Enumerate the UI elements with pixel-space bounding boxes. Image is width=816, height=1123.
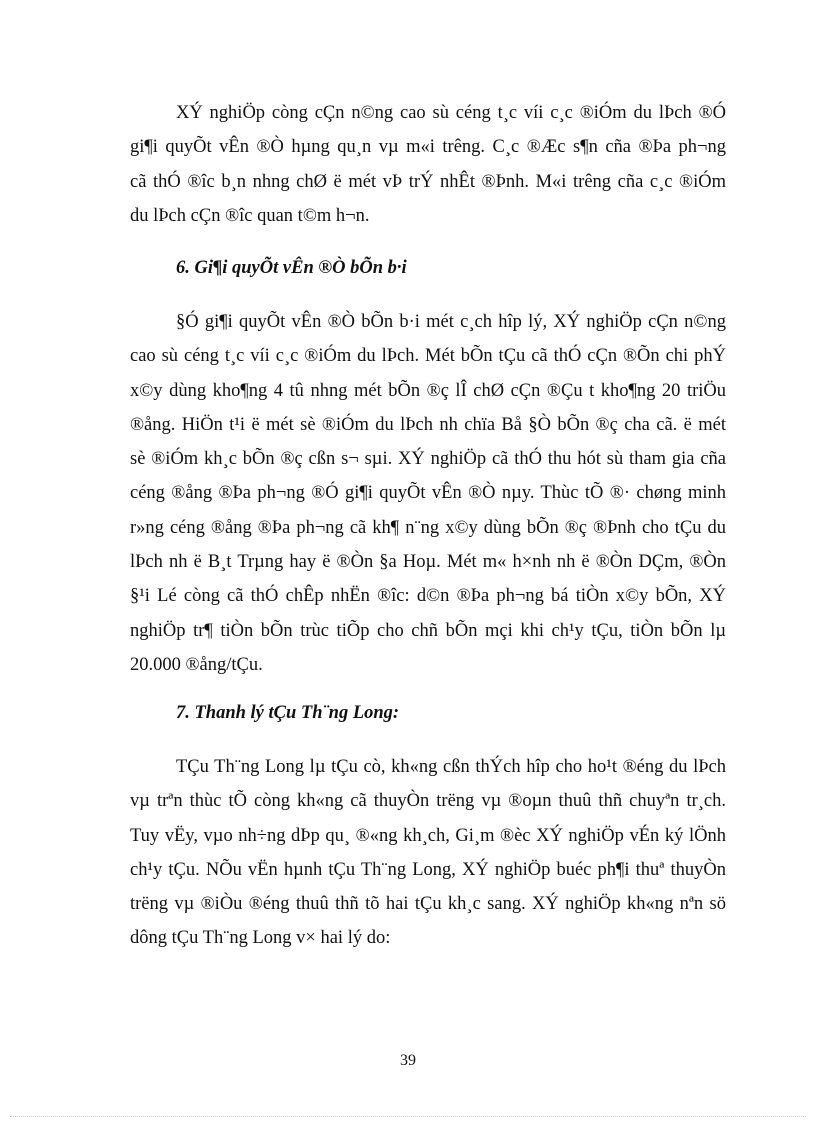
section-heading-6: 6. Gi¶i quyÕt vÊn ®Ò bÕn b·i xyxy=(176,258,407,278)
page-number: 39 xyxy=(400,1052,416,1069)
page-bottom-divider xyxy=(10,1116,806,1117)
text-line: cã thÓ ®îc b¸n nhng chØ ë mét vÞ trÝ nhÊt ®Þnh. M«i trêng cña c¸c ®iÓm xyxy=(130,171,726,192)
text-line: céng ®ång ®Þa ph¬ng ®Ó gi¶i quyÕt vÊn ®Ò nµy. Thùc tÕ ®· chøng minh xyxy=(130,483,726,504)
text-line: ch¹y tÇu. NÕu vËn hµnh tÇu Th¨ng Long, XÝ nghiÖp buéc ph¶i thuª thuyÒn xyxy=(130,859,726,880)
text-line: dông tÇu Th¨ng Long v× hai lý do: xyxy=(130,928,391,949)
text-line: sè ®iÓm kh¸c bÕn ®ç cßn s¬ sµi. XÝ nghiÖp cã thÓ thu hót sù tham gia cña xyxy=(130,449,726,470)
text-line: lÞch nh ë B¸t Trµng hay ë ®Òn §a Hoµ. Mét m« h×nh nh ë ®Òn DÇm, ®Òn xyxy=(130,552,726,573)
text-line: nghiÖp tr¶ tiÒn bÕn trùc tiÕp cho chñ bÕn mçi khi ch¹y tÇu, tiÒn bÕn lµ xyxy=(130,620,726,641)
paragraph-docks xyxy=(130,305,726,682)
text-line: gi¶i quyÕt vÊn ®Ò hµng qu¸n vµ m«i trêng. C¸c ®Æc s¶n cña ®Þa ph¬ng xyxy=(130,137,726,158)
text-line: §¹i Lé còng cã thÓ chÊp nhËn ®îc: d©n ®Þa ph¬ng bá tiÒn x©y bÕn, XÝ xyxy=(130,586,726,607)
text-line: vµ trªn thùc tÕ còng kh«ng cã thuyÒn trëng vµ ®oµn thuû thñ chuyªn tr¸ch. xyxy=(130,791,726,812)
text-line: TÇu Th¨ng Long lµ tÇu cò, kh«ng cßn thÝch hîp cho ho¹t ®éng du lÞch xyxy=(176,757,726,777)
text-line: 20.000 ®ång/tÇu. xyxy=(130,654,263,675)
paragraph-ship-liquidation xyxy=(130,750,726,956)
text-line: x©y dùng kho¶ng 4 tû nhng mét bÕn ®ç lÎ chØ cÇn ®Çu t kho¶ng 20 triÖu xyxy=(130,380,726,401)
text-line: du lÞch cÇn ®îc quan t©m h¬n. xyxy=(130,205,370,226)
text-line: §Ó gi¶i quyÕt vÊn ®Ò bÕn b·i mét c¸ch hîp lý, XÝ nghiÖp cÇn n©ng xyxy=(176,312,726,332)
section-heading-7: 7. Thanh lý tÇu Th¨ng Long: xyxy=(176,703,400,723)
text-line: ®ång. HiÖn t¹i ë mét sè ®iÓm du lÞch nh chïa Bå §Ò bÕn ®ç cha cã. ë mét xyxy=(130,414,726,435)
text-line: Tuy vËy, vµo nh÷ng dÞp qu¸ ®«ng kh¸ch, Gi¸m ®èc XÝ nghiÖp vÉn ký lÖnh xyxy=(130,825,726,846)
text-line: XÝ nghiÖp còng cÇn n©ng cao sù céng t¸c víi c¸c ®iÓm du lÞch ®Ó xyxy=(176,103,726,123)
text-line: cao sù céng t¸c víi c¸c ®iÓm du lÞch. Mét bÕn tÇu cã thÓ cÇn ®Õn chi phÝ xyxy=(130,346,726,367)
text-line: trëng vµ ®iÒu ®éng thuû thñ tõ hai tÇu kh¸c sang. XÝ nghiÖp kh«ng nªn sö xyxy=(130,894,726,915)
text-line: r»ng céng ®ång ®Þa ph¬ng cã kh¶ n¨ng x©y dùng bÕn ®ç ®Þnh cho tÇu du xyxy=(130,517,726,538)
paragraph-cooperation xyxy=(130,96,726,233)
